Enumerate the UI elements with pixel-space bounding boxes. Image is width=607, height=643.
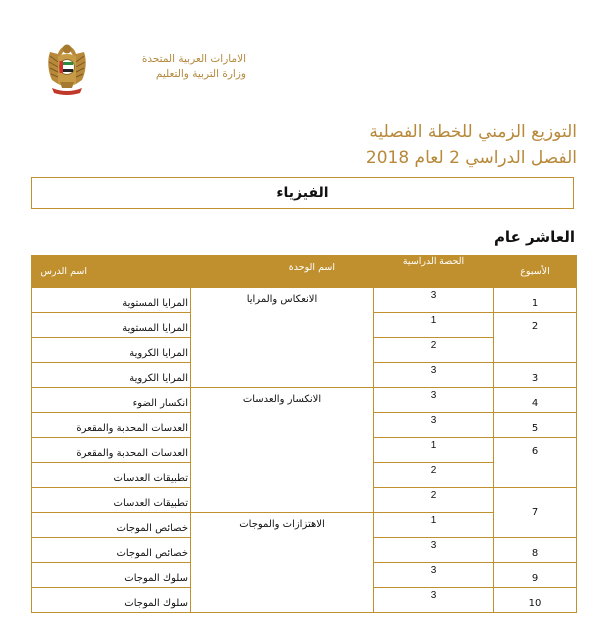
lesson-cell: تطبيقات العدسات (32, 488, 191, 513)
lesson-cell: خصائص الموجات (32, 513, 191, 538)
lesson-cell: المرايا الكروية (32, 363, 191, 388)
period-cell: 3 (374, 538, 494, 563)
period-cell: 3 (374, 388, 494, 413)
lesson-cell: خصائص الموجات (32, 538, 191, 563)
week-cell: 5 (494, 413, 577, 438)
table-row (32, 388, 577, 413)
schedule-table (31, 255, 577, 613)
week-cell: 8 (494, 538, 577, 563)
period-cell: 3 (374, 363, 494, 388)
lesson-cell: سلوك الموجات (32, 563, 191, 588)
lesson-cell: سلوك الموجات (32, 588, 191, 613)
period-cell: 3 (374, 588, 494, 613)
week-cell: 9 (494, 563, 577, 588)
ministry-name: وزارة التربية والتعليم (155, 68, 246, 80)
week-cell: 2 (494, 313, 577, 363)
week-cell: 1 (494, 288, 577, 313)
week-cell: 7 (494, 488, 577, 538)
week-cell: 6 (494, 438, 577, 488)
period-cell: 1 (374, 438, 494, 463)
header-period: الحصة الدراسية (374, 256, 494, 288)
unit-cell: الاهتزازات والموجات (191, 513, 374, 613)
header-unit: اسم الوحدة (191, 256, 374, 288)
period-cell: 3 (374, 563, 494, 588)
subject-box (31, 177, 574, 209)
lesson-cell: العدسات المحدبة والمقعرة (32, 413, 191, 438)
unit-cell: الانعكاس والمرايا (191, 288, 374, 388)
lesson-cell: تطبيقات العدسات (32, 463, 191, 488)
header-week: الأسبوع (494, 256, 577, 288)
lesson-cell: انكسار الضوء (32, 388, 191, 413)
period-cell: 2 (374, 338, 494, 363)
page-subtitle: الفصل الدراسي 2 لعام 2018 (365, 148, 577, 168)
period-cell: 1 (374, 513, 494, 538)
week-cell: 10 (494, 588, 577, 613)
page-title: التوزيع الزمني للخطة الفصلية (369, 122, 577, 142)
subject-label: الفيزياء (276, 185, 329, 201)
table-row (32, 288, 577, 313)
lesson-cell: المرايا المستوية (32, 288, 191, 313)
lesson-cell: المرايا المستوية (32, 313, 191, 338)
country-name: الامارات العربية المتحدة (141, 53, 246, 65)
period-cell: 1 (374, 313, 494, 338)
period-cell: 2 (374, 488, 494, 513)
table-header-row (32, 256, 577, 288)
lesson-cell: العدسات المحدبة والمقعرة (32, 438, 191, 463)
lesson-cell: المرايا الكروية (32, 338, 191, 363)
week-cell: 4 (494, 388, 577, 413)
unit-cell: الانكسار والعدسات (191, 388, 374, 513)
week-cell: 3 (494, 363, 577, 388)
ministry-heading (96, 52, 246, 82)
header-lesson: اسم الدرس (32, 256, 191, 288)
period-cell: 3 (374, 288, 494, 313)
period-cell: 2 (374, 463, 494, 488)
uae-emblem-icon (44, 40, 90, 96)
grade-label: العاشر عام (493, 228, 575, 246)
period-cell: 3 (374, 413, 494, 438)
